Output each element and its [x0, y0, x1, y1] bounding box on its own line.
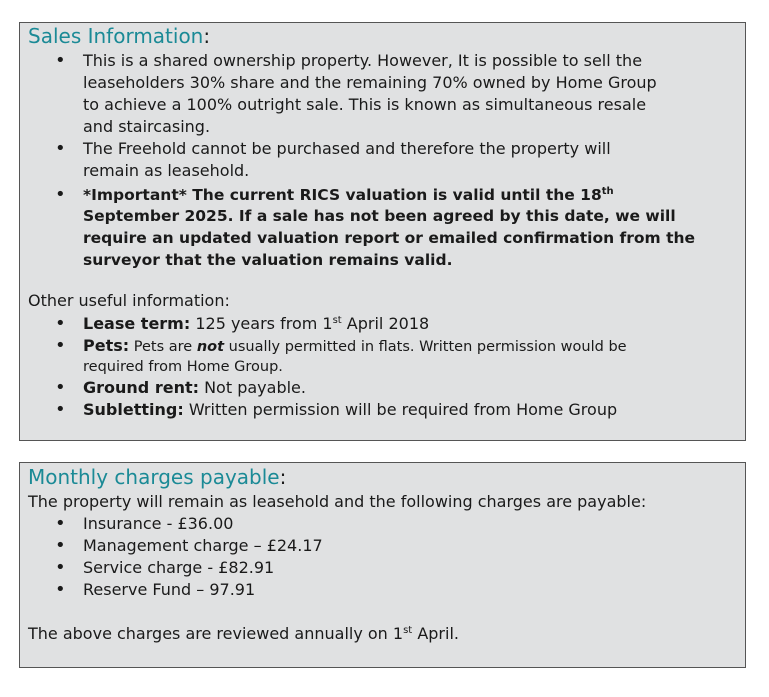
- monthly-intro: The property will remain as leasehold and the following charges are payable:: [28, 492, 647, 511]
- sales-text-line: leaseholders 30% share and the remaining 70% owned by Home Group: [83, 73, 657, 92]
- bullet-icon: •: [55, 399, 66, 420]
- important-notice-line: require an updated valuation report or emailed confirmation from the: [83, 229, 696, 247]
- bullet-icon: •: [55, 313, 66, 334]
- bullet-icon: •: [55, 535, 66, 556]
- sales-text-line: remain as leasehold.: [83, 161, 250, 180]
- monthly-charges-heading: Monthly charges payable:: [28, 465, 287, 489]
- important-notice-line: surveyor that the valuation remains valid.: [83, 251, 453, 269]
- sales-text-line: to achieve a 100% outright sale. This is known as simultaneous resale: [83, 95, 647, 114]
- monthly-charges-panel: [19, 462, 746, 668]
- important-notice-line: *Important* The current RICS valuation is valid until the 18th: [83, 186, 614, 204]
- pets-line: required from Home Group.: [83, 359, 283, 375]
- bullet-icon: •: [55, 138, 66, 159]
- bullet-icon: •: [55, 579, 66, 600]
- lease-term-line: Lease term: 125 years from 1st April 2018: [83, 314, 430, 333]
- bullet-icon: •: [55, 557, 66, 578]
- other-info-heading: Other useful information:: [28, 291, 230, 310]
- sales-text-line: and staircasing.: [83, 117, 211, 136]
- charge-item: Insurance - £36.00: [83, 514, 234, 533]
- charge-item: Service charge - £82.91: [83, 558, 275, 577]
- sales-information-panel: [19, 22, 746, 441]
- review-note: The above charges are reviewed annually on 1st April.: [28, 624, 459, 643]
- charge-item: Management charge – £24.17: [83, 536, 323, 555]
- bullet-icon: •: [55, 184, 66, 205]
- ground-rent-line: Ground rent: Not payable.: [83, 378, 306, 397]
- important-notice-line: September 2025. If a sale has not been agreed by this date, we will: [83, 207, 676, 225]
- pets-line: Pets: Pets are not usually permitted in flats. Written permission would be: [83, 336, 627, 355]
- bullet-icon: •: [55, 377, 66, 398]
- bullet-icon: •: [55, 335, 66, 356]
- sales-information-heading: Sales Information:: [28, 24, 211, 48]
- sales-text-line: The Freehold cannot be purchased and therefore the property will: [83, 139, 611, 158]
- subletting-line: Subletting: Written permission will be required from Home Group: [83, 400, 618, 419]
- bullet-icon: •: [55, 513, 66, 534]
- charge-item: Reserve Fund – 97.91: [83, 580, 256, 599]
- sales-text-line: This is a shared ownership property. However, It is possible to sell the: [83, 51, 643, 70]
- bullet-icon: •: [55, 50, 66, 71]
